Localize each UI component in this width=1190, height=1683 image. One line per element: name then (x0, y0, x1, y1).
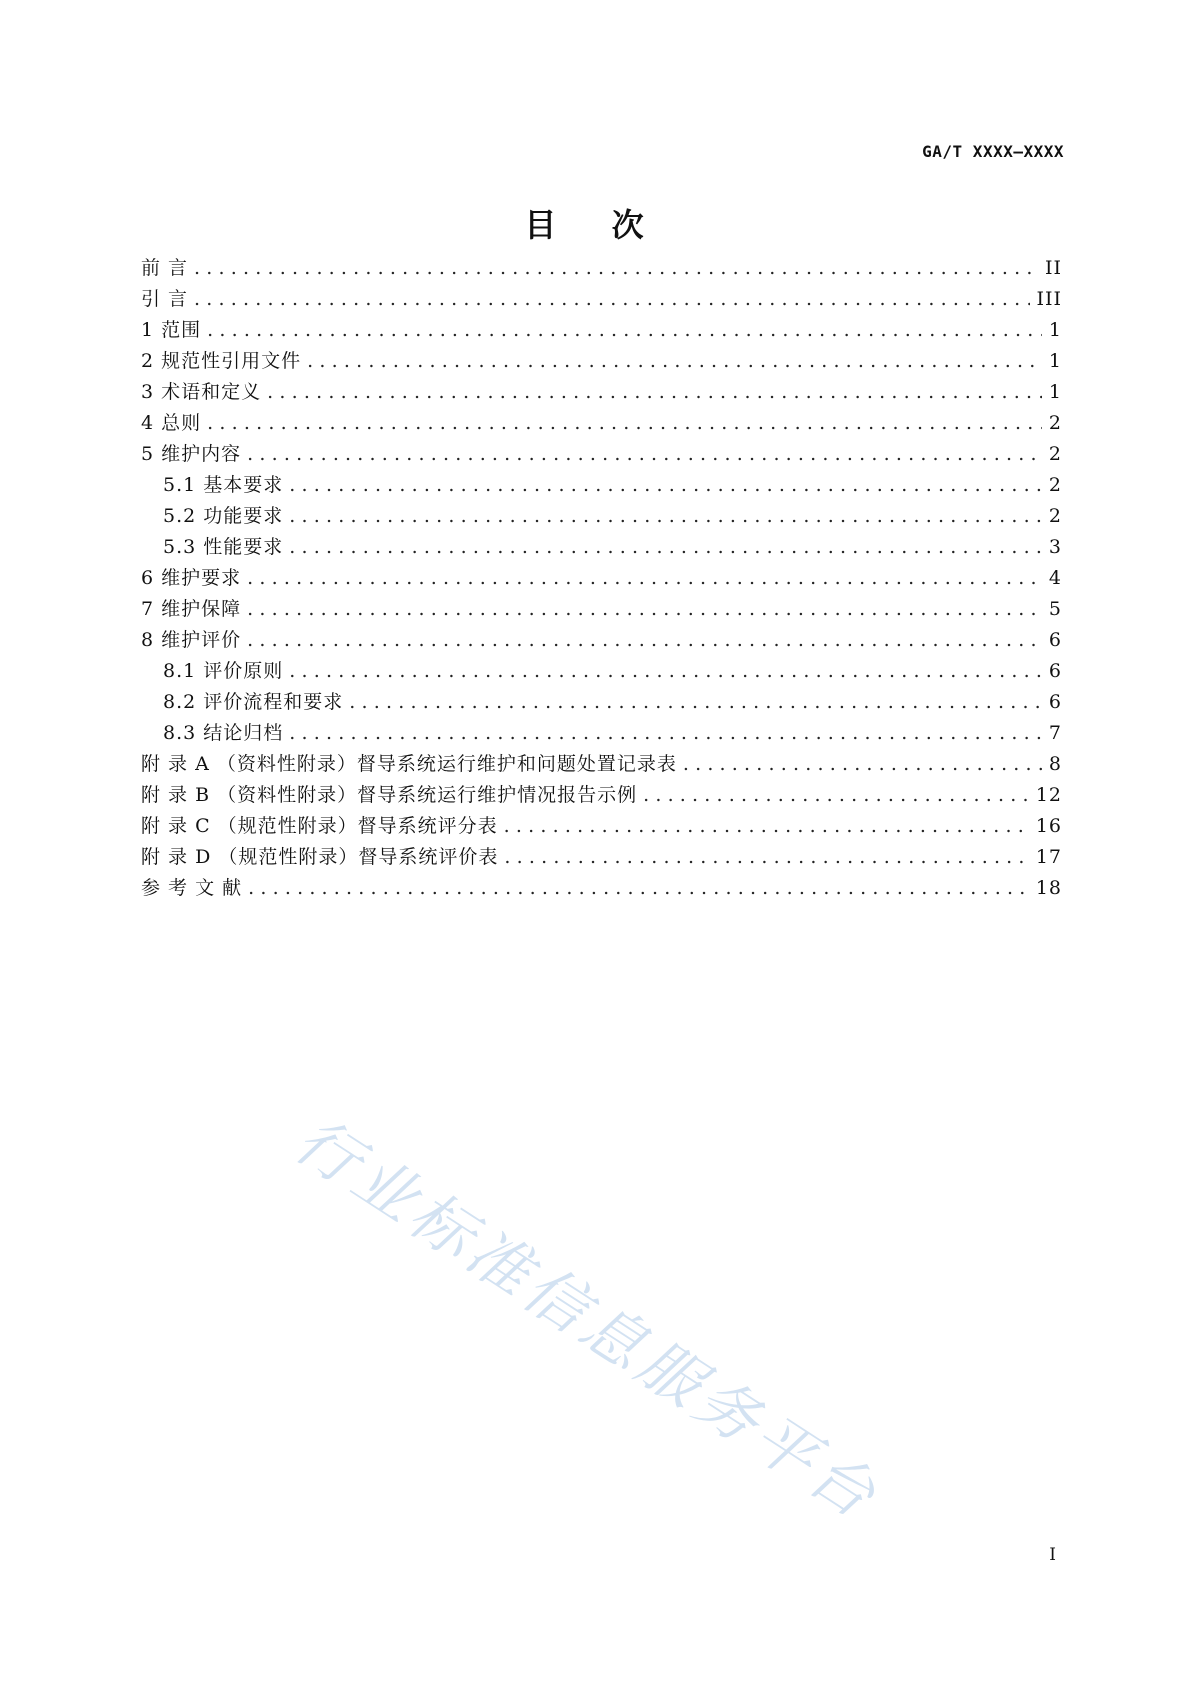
toc-entry-label: 8.3 结论归档 (163, 722, 284, 744)
toc-leader-dots (247, 625, 1042, 656)
toc-title: 目 次 (524, 206, 666, 244)
toc-entry-label: 4 总则 (141, 412, 202, 434)
toc-entry-label: 6 维护要求 (141, 567, 242, 589)
toc-entry-page: 8 (1048, 753, 1062, 775)
toc-entry-page: 16 (1035, 815, 1062, 837)
toc-entry-label: 8.2 评价流程和要求 (163, 691, 344, 713)
toc-subentry[interactable] (141, 656, 1062, 687)
toc-entry-page: 2 (1048, 505, 1062, 527)
toc-entry-page: II (1044, 257, 1062, 279)
toc-subentry[interactable] (141, 687, 1062, 718)
toc-leader-dots (504, 811, 1030, 842)
toc-subentry[interactable] (141, 718, 1062, 749)
toc-entry-page: 17 (1035, 846, 1062, 868)
toc-entry[interactable] (141, 780, 1062, 811)
toc-entry-label: 附 录 B （资料性附录）督导系统运行维护情况报告示例 (141, 784, 638, 806)
toc-entry-label: 3 术语和定义 (141, 381, 262, 403)
toc-entry-page: 6 (1048, 691, 1062, 713)
toc-entry[interactable] (141, 377, 1062, 408)
toc-leader-dots (349, 687, 1042, 718)
toc-entry-page: 6 (1048, 660, 1062, 682)
toc-entry-label: 附 录 A （资料性附录）督导系统运行维护和问题处置记录表 (141, 753, 677, 775)
toc-leader-dots (643, 780, 1030, 811)
toc-leader-dots (247, 439, 1042, 470)
toc-subentry[interactable] (141, 532, 1062, 563)
toc-entry-label: 1 范围 (141, 319, 202, 341)
toc-leader-dots (289, 470, 1042, 501)
toc-entry-label: 附 录 D （规范性附录）督导系统评价表 (141, 846, 499, 868)
toc-entry[interactable] (141, 253, 1062, 284)
toc-leader-dots (194, 253, 1039, 284)
toc-entry-page: 1 (1048, 319, 1062, 341)
toc-subentry[interactable] (141, 470, 1062, 501)
page-number: I (1049, 1545, 1056, 1565)
toc-entry-label: 附 录 C （规范性附录）督导系统评分表 (141, 815, 498, 837)
toc-leader-dots (289, 532, 1042, 563)
toc-entry-page: III (1036, 288, 1062, 310)
toc-entry[interactable] (141, 873, 1062, 904)
toc-entry[interactable] (141, 439, 1062, 470)
toc-entry-page: 2 (1048, 474, 1062, 496)
toc-entry[interactable] (141, 315, 1062, 346)
toc-entry-page: 5 (1048, 598, 1062, 620)
toc-entry[interactable] (141, 594, 1062, 625)
watermark: 行业标准信息服务平台 (282, 1103, 893, 1535)
toc-leader-dots (248, 873, 1030, 904)
toc-subentry[interactable] (141, 501, 1062, 532)
toc-entry-label: 2 规范性引用文件 (141, 350, 302, 372)
toc-entry-page: 3 (1048, 536, 1062, 558)
toc-leader-dots (247, 594, 1042, 625)
toc-leader-dots (207, 408, 1042, 439)
toc-entry-label: 5.1 基本要求 (163, 474, 284, 496)
toc-leader-dots (194, 284, 1030, 315)
toc-entry[interactable] (141, 842, 1062, 873)
toc-leader-dots (307, 346, 1042, 377)
toc-entry-label: 5.3 性能要求 (163, 536, 284, 558)
toc-entry-page: 1 (1048, 381, 1062, 403)
toc-entry[interactable] (141, 625, 1062, 656)
toc-entry-page: 6 (1048, 629, 1062, 651)
toc-entry-label: 5.2 功能要求 (163, 505, 284, 527)
toc-leader-dots (289, 501, 1042, 532)
toc-leader-dots (289, 656, 1042, 687)
toc-entry-page: 2 (1048, 443, 1062, 465)
table-of-contents (141, 253, 1062, 904)
toc-entry[interactable] (141, 408, 1062, 439)
toc-leader-dots (267, 377, 1042, 408)
toc-entry[interactable] (141, 346, 1062, 377)
toc-entry-label: 8 维护评价 (141, 629, 242, 651)
toc-entry-label: 8.1 评价原则 (163, 660, 284, 682)
toc-leader-dots (247, 563, 1042, 594)
toc-entry-label: 参 考 文 献 (141, 877, 243, 899)
toc-entry[interactable] (141, 749, 1062, 780)
toc-entry-page: 12 (1035, 784, 1062, 806)
toc-entry-page: 4 (1048, 567, 1062, 589)
toc-entry-page: 2 (1048, 412, 1062, 434)
toc-entry-label: 5 维护内容 (141, 443, 242, 465)
toc-entry[interactable] (141, 811, 1062, 842)
toc-entry-page: 7 (1048, 722, 1062, 744)
toc-entry-page: 1 (1048, 350, 1062, 372)
toc-entry[interactable] (141, 284, 1062, 315)
toc-entry-label: 7 维护保障 (141, 598, 242, 620)
toc-leader-dots (504, 842, 1029, 873)
toc-leader-dots (207, 315, 1042, 346)
toc-leader-dots (683, 749, 1042, 780)
toc-entry-page: 18 (1035, 877, 1062, 899)
toc-entry-label: 引 言 (141, 288, 189, 310)
toc-entry[interactable] (141, 563, 1062, 594)
toc-entry-label: 前 言 (141, 257, 189, 279)
standard-code: GA/T XXXX—XXXX (922, 142, 1064, 161)
toc-leader-dots (289, 718, 1042, 749)
